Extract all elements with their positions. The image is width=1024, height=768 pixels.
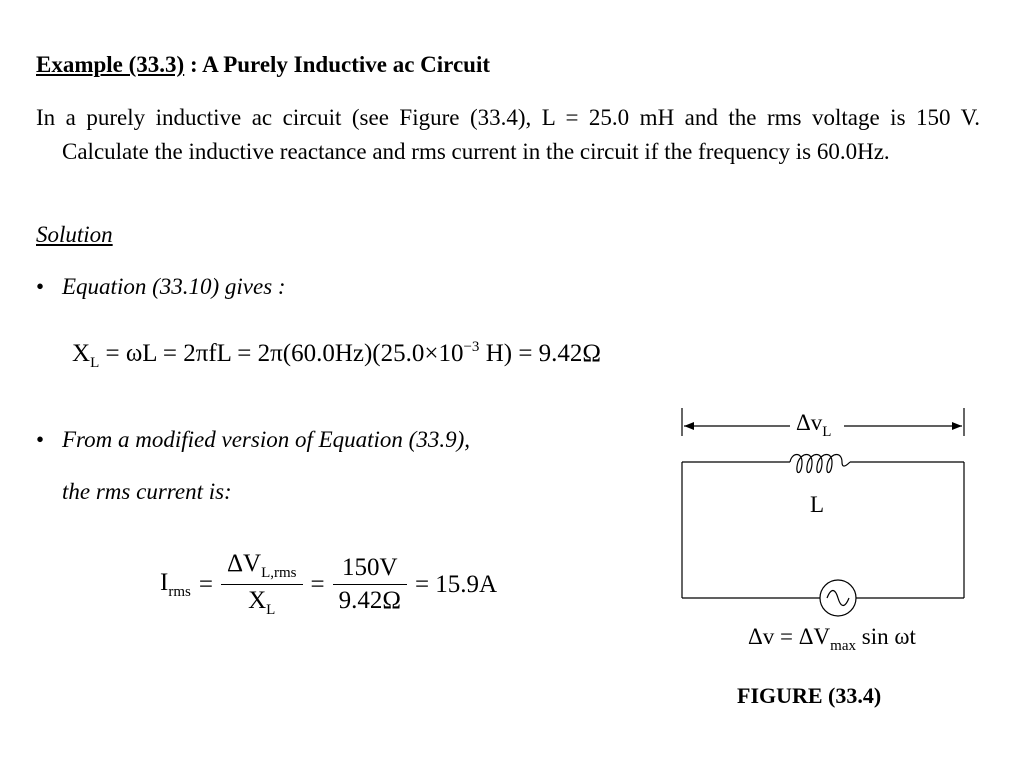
bullet-dot: •	[36, 427, 45, 452]
problem-text: In a purely inductive ac circuit (see Figure (33.4), L = 25.0 mH and the rms voltage is 150 V. Calculate the inductive reactance and rms current in the circuit if the frequency is 60.0Hz.	[36, 105, 980, 164]
inductor-coil	[790, 455, 850, 473]
fraction-values	[333, 554, 407, 615]
fraction-denominator: $X_L$	[248, 587, 276, 618]
bullet-dot: •	[36, 274, 45, 299]
example-heading: : A Purely Inductive ac Circuit	[184, 52, 491, 77]
figure-caption: FIGURE (33.4)	[737, 683, 882, 708]
fraction-numerator: $\Delta V_{L,rms}$	[221, 550, 303, 585]
dimension-arrowhead-right	[952, 422, 962, 430]
bullet-text: From a modified version of Equation (33.9),	[62, 427, 470, 452]
bullet-modified-equation	[36, 427, 470, 453]
fraction-voltage-reactance	[221, 550, 303, 619]
source-voltage-equation: $\Delta v = \Delta V_{max}$ sin ωt	[748, 624, 916, 654]
eq1-lhs-sub: L	[90, 355, 100, 371]
equals-sign: =	[198, 570, 213, 598]
eq1-result: H) = 9.42Ω	[479, 340, 601, 367]
eq1-lhs: X	[72, 340, 91, 367]
equals-sign: =	[310, 570, 325, 598]
reactance-equation	[72, 339, 601, 372]
ac-source-wave	[827, 591, 849, 606]
fraction-numerator: 150V	[333, 554, 407, 585]
bullet-rms-current: the rms current is:	[62, 479, 232, 504]
eq1-body: = ωL = 2πfL = 2π(60.0Hz)(25.0×10	[99, 340, 464, 367]
eq2-lhs: $I_{rms}$	[160, 568, 191, 600]
inductor-label: L	[810, 492, 825, 517]
circuit-figure	[672, 404, 982, 654]
problem-statement	[36, 101, 980, 169]
bullet-equation-gives	[36, 274, 286, 300]
eq2-result: = 15.9A	[414, 570, 498, 598]
example-title	[36, 52, 490, 78]
example-number: Example (33.3)	[36, 52, 185, 77]
bullet-text: Equation (33.10) gives :	[62, 274, 286, 299]
inductor-voltage-label: $\Delta v_L$	[796, 410, 832, 440]
solution-heading: Solution	[36, 222, 113, 247]
rms-current-equation	[160, 550, 505, 619]
fraction-denominator: 9.42Ω	[338, 587, 401, 614]
dimension-arrowhead-left	[684, 422, 694, 430]
eq1-exponent: −3	[463, 339, 480, 355]
